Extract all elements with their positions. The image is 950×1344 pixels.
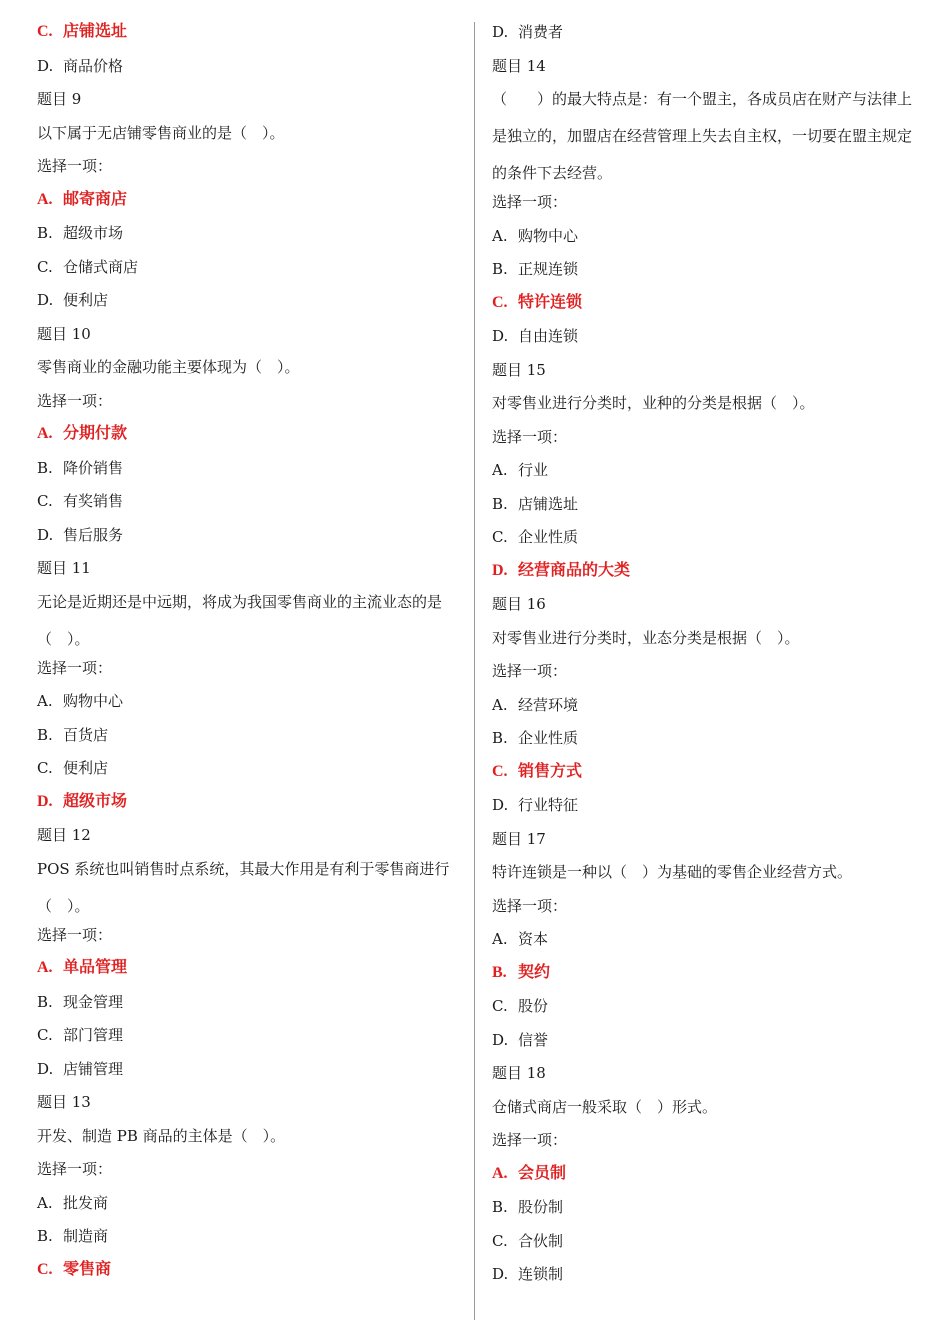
line-text: 有奖销售: [63, 492, 124, 510]
line-text: 题目 17: [492, 829, 546, 848]
line-text: 百货店: [63, 725, 109, 744]
line-text: 题目 14: [492, 56, 546, 75]
choose-one-prompt: [37, 1159, 462, 1179]
line-text: 连锁制: [518, 1265, 564, 1283]
choose-one-prompt: [37, 391, 462, 411]
question-text: [492, 862, 920, 882]
option-letter: B.: [37, 224, 53, 242]
correct-answer-option: [37, 1260, 462, 1280]
option-letter: D.: [492, 796, 509, 814]
line-text: 会员制: [518, 1164, 567, 1182]
option-letter: C.: [37, 23, 53, 40]
question-text: [37, 1126, 462, 1146]
line-text: 正规连锁: [518, 260, 579, 278]
answer-option: [492, 1197, 920, 1217]
line-text: 单品管理: [63, 959, 128, 976]
line-text: 部门管理: [63, 1026, 124, 1044]
question-number: [492, 56, 920, 76]
answer-option: [37, 725, 462, 745]
option-letter: C.: [492, 762, 508, 780]
line-text: 选择一项：: [37, 925, 113, 944]
correct-answer-option: [37, 190, 462, 210]
line-text: 选择一项：: [37, 1160, 113, 1178]
option-letter: B.: [492, 494, 508, 513]
line-text: 题目 15: [492, 360, 546, 379]
question-number: [37, 558, 462, 578]
option-letter: B.: [37, 458, 53, 477]
option-letter: D.: [37, 291, 54, 309]
answer-option: [37, 1226, 462, 1246]
answer-option: [492, 695, 920, 715]
choose-one-prompt: [492, 192, 920, 212]
line-text: 信誉: [518, 1030, 549, 1049]
line-text: 特许连锁: [518, 293, 583, 311]
line-text: 仓储式商店: [63, 257, 139, 276]
option-letter: D.: [492, 1265, 509, 1283]
line-text: 题目 9: [37, 90, 82, 108]
answer-option: [492, 1030, 920, 1050]
answer-option: [492, 259, 920, 279]
answer-option: [37, 491, 462, 511]
option-letter: B.: [492, 260, 508, 278]
line-text: POS 系统也叫销售时点系统，其最大作用是有利于零售商进行（ ）。: [37, 859, 450, 915]
choose-one-prompt: [37, 658, 462, 678]
option-letter: A.: [37, 959, 53, 976]
correct-answer-option: [492, 293, 920, 313]
answer-option: [37, 290, 462, 310]
option-letter: A.: [492, 695, 508, 714]
question-text: [492, 393, 920, 413]
line-text: 股份: [518, 997, 549, 1015]
option-letter: D.: [37, 792, 53, 810]
line-text: 选择一项：: [37, 658, 113, 677]
correct-answer-option: [492, 1164, 920, 1184]
question-number: [37, 89, 462, 109]
choose-one-prompt: [492, 1130, 920, 1150]
option-letter: C.: [492, 528, 508, 546]
line-text: 选择一项：: [492, 896, 568, 915]
correct-answer-option: [37, 424, 462, 444]
line-text: 题目 12: [37, 826, 91, 844]
question-number: [37, 1092, 462, 1112]
answer-option: [37, 1059, 462, 1079]
line-text: 制造商: [63, 1227, 109, 1245]
option-letter: B.: [37, 992, 53, 1011]
option-letter: B.: [37, 1227, 53, 1245]
line-text: 行业: [518, 461, 549, 479]
answer-option: [37, 56, 462, 76]
option-letter: D.: [492, 1030, 509, 1049]
line-text: 股份制: [518, 1198, 564, 1216]
option-letter: D.: [492, 23, 509, 41]
line-text: 零售商: [63, 1260, 112, 1278]
line-text: 题目 18: [492, 1064, 546, 1082]
line-text: （ ）的最大特点是：有一个盟主，各成员店在财产与法律上是独立的，加盟店在经营管理上失去自主权，一切要在盟主规定的条件下去经营。: [492, 90, 913, 182]
line-text: 选择一项：: [492, 662, 568, 680]
choose-one-prompt: [37, 156, 462, 176]
line-text: 行业特征: [518, 796, 579, 814]
line-text: 商品价格: [63, 56, 124, 75]
line-text: 批发商: [63, 1193, 109, 1212]
line-text: 超级市场: [63, 224, 124, 242]
line-text: 降价销售: [63, 458, 124, 477]
option-letter: B.: [492, 729, 508, 747]
answer-option: [492, 728, 920, 748]
question-text: [492, 1097, 920, 1117]
question-text: [37, 123, 462, 143]
question-number: [492, 594, 920, 614]
answer-option: [492, 326, 920, 346]
answer-option: [492, 460, 920, 480]
question-text: [492, 628, 920, 648]
correct-answer-option: [37, 958, 462, 978]
option-letter: D.: [37, 56, 54, 75]
option-letter: A.: [492, 461, 508, 479]
line-text: 便利店: [63, 291, 109, 309]
answer-option: [37, 992, 462, 1012]
choose-one-prompt: [492, 427, 920, 447]
option-letter: C.: [37, 759, 53, 777]
option-letter: C.: [492, 997, 508, 1015]
right-column: [492, 22, 920, 1298]
answer-option: [37, 257, 462, 277]
line-text: 企业性质: [518, 528, 579, 546]
correct-answer-option: [37, 792, 462, 812]
answer-option: [492, 527, 920, 547]
line-text: 店铺选址: [63, 23, 128, 40]
line-text: 合伙制: [518, 1231, 564, 1250]
line-text: 零售商业的金融功能主要体现为（ ）。: [37, 358, 300, 376]
option-letter: C.: [37, 257, 53, 276]
left-column: [37, 22, 462, 1293]
correct-answer-option: [492, 762, 920, 782]
option-letter: C.: [37, 1026, 53, 1044]
line-text: 选择一项：: [37, 157, 113, 175]
choose-one-prompt: [492, 896, 920, 916]
line-text: 无论是近期还是中远期，将成为我国零售商业的主流业态的是（ ）。: [37, 592, 443, 648]
option-letter: C.: [492, 293, 508, 311]
line-text: 企业性质: [518, 729, 579, 747]
line-text: 现金管理: [63, 992, 124, 1011]
line-text: 仓储式商店一般采取（ ）形式。: [492, 1097, 718, 1116]
option-letter: D.: [492, 561, 508, 579]
question-number: [492, 360, 920, 380]
line-text: 契约: [518, 963, 551, 981]
correct-answer-option: [492, 963, 920, 983]
option-letter: A.: [492, 226, 508, 245]
question-number: [37, 324, 462, 344]
answer-option: [37, 223, 462, 243]
answer-option: [492, 929, 920, 949]
answer-option: [492, 494, 920, 514]
line-text: 选择一项：: [37, 391, 113, 410]
line-text: 经营环境: [518, 695, 579, 714]
line-text: 购物中心: [518, 226, 579, 245]
option-letter: A.: [37, 425, 53, 442]
answer-option: [37, 458, 462, 478]
line-text: 购物中心: [63, 692, 124, 710]
answer-option: [37, 758, 462, 778]
option-letter: C.: [37, 492, 53, 510]
line-text: 特许连锁是一种以（ ）为基础的零售企业经营方式。: [492, 863, 853, 881]
correct-answer-option: [492, 561, 920, 581]
column-divider: [474, 22, 475, 1320]
question-number: [37, 825, 462, 845]
answer-option: [37, 1193, 462, 1213]
answer-option: [37, 691, 462, 711]
line-text: 以下属于无店铺零售商业的是（ ）。: [37, 123, 285, 142]
line-text: 资本: [518, 930, 549, 948]
line-text: 邮寄商店: [63, 190, 128, 208]
line-text: 分期付款: [63, 425, 128, 442]
line-text: 销售方式: [518, 762, 583, 780]
line-text: 对零售业进行分类时，业种的分类是根据（ ）。: [492, 394, 815, 412]
line-text: 消费者: [518, 23, 564, 41]
line-text: 售后服务: [63, 525, 124, 544]
answer-option: [492, 996, 920, 1016]
line-text: 经营商品的大类: [518, 561, 631, 579]
line-text: 自由连锁: [518, 327, 579, 345]
option-letter: D.: [492, 327, 509, 345]
option-letter: B.: [492, 1198, 508, 1216]
answer-option: [37, 525, 462, 545]
line-text: 开发、制造 PB 商品的主体是（ ）。: [37, 1126, 286, 1145]
line-text: 题目 11: [37, 559, 91, 577]
choose-one-prompt: [492, 661, 920, 681]
line-text: 选择一项：: [492, 193, 568, 211]
answer-option: [492, 795, 920, 815]
answer-option: [37, 1025, 462, 1045]
option-letter: A.: [37, 190, 53, 208]
line-text: 便利店: [63, 759, 109, 777]
option-letter: A.: [37, 1193, 53, 1212]
question-number: [492, 1063, 920, 1083]
line-text: 超级市场: [63, 792, 128, 810]
option-letter: D.: [37, 1059, 54, 1078]
question-text: [37, 851, 462, 925]
option-letter: A.: [37, 692, 53, 710]
option-letter: B.: [37, 725, 53, 744]
line-text: 题目 16: [492, 595, 546, 613]
line-text: 题目 10: [37, 324, 91, 343]
correct-answer-option: [37, 22, 462, 42]
answer-option: [492, 1231, 920, 1251]
line-text: 店铺选址: [518, 494, 579, 513]
answer-option: [492, 22, 920, 42]
answer-option: [492, 226, 920, 246]
line-text: 店铺管理: [63, 1059, 124, 1078]
option-letter: A.: [492, 930, 508, 948]
option-letter: A.: [492, 1164, 508, 1182]
option-letter: C.: [492, 1231, 508, 1250]
option-letter: C.: [37, 1260, 53, 1278]
option-letter: D.: [37, 525, 54, 544]
question-number: [492, 829, 920, 849]
option-letter: B.: [492, 963, 507, 981]
question-text: [492, 81, 920, 192]
choose-one-prompt: [37, 925, 462, 945]
line-text: 题目 13: [37, 1093, 91, 1111]
line-text: 对零售业进行分类时，业态分类是根据（ ）。: [492, 628, 800, 647]
question-text: [37, 584, 462, 658]
line-text: 选择一项：: [492, 427, 568, 446]
question-text: [37, 357, 462, 377]
line-text: 选择一项：: [492, 1131, 568, 1149]
answer-option: [492, 1264, 920, 1284]
